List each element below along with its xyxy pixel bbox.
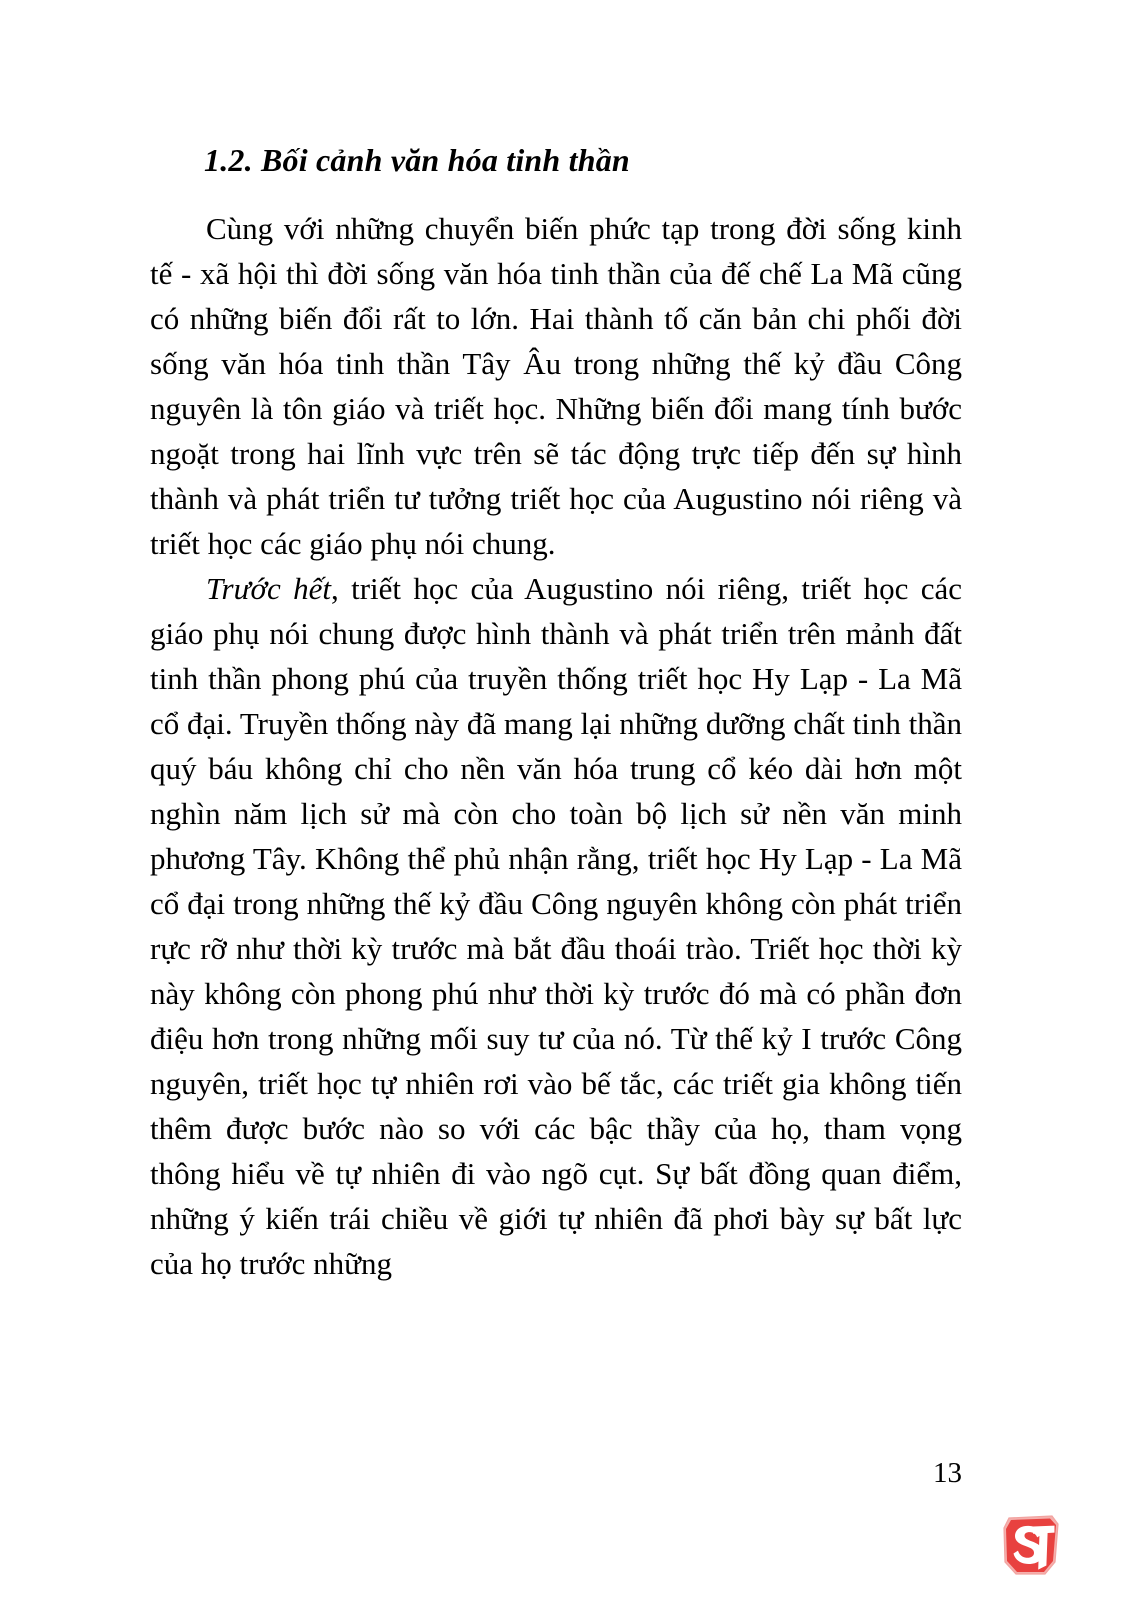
paragraph-2-lead-italic: Trước hết xyxy=(206,571,332,606)
page-number: 13 xyxy=(933,1457,962,1489)
body-paragraph-1 xyxy=(150,206,962,566)
st-publisher-logo xyxy=(1000,1512,1062,1578)
section-heading: 1.2. Bối cảnh văn hóa tinh thần xyxy=(204,142,630,178)
page-content xyxy=(150,140,962,1286)
paragraph-2-text: , triết học của Augustino nói riêng, triết học các giáo phụ nói chung được hình thành và phát triển trên mảnh đất tinh thần phong phú của truyền thống triết học Hy Lạp - La Mã cổ đại. Truyền thống này đã mang lại những dưỡng chất tinh thần quý báu không chỉ cho nền văn hóa trung cổ kéo dài hơn một nghìn năm lịch sử mà còn cho toàn bộ lịch sử nền văn minh phương Tây. Không thể phủ nhận rằng, triết học Hy Lạp - La Mã cổ đại trong những thế kỷ đầu Công nguyên không còn phát triển rực rỡ như thời kỳ trước mà bắt đầu thoái trào. Triết học thời kỳ này không còn phong phú như thời kỳ trước đó mà có phần đơn điệu hơn trong những mối suy tư của nó. Từ thế kỷ I trước Công nguyên, triết học tự nhiên rơi vào bế tắc, các triết gia không tiến thêm được bước nào so với các bậc thầy của họ, tham vọng thông hiểu về tự nhiên đi vào ngõ cụt. Sự bất đồng quan điểm, những ý kiến trái chiều về giới tự nhiên đã phơi bày sự bất lực của họ trước những xyxy=(150,571,962,1281)
body-paragraph-2 xyxy=(150,566,962,1286)
paragraph-1-text: Cùng với những chuyển biến phức tạp trong đời sống kinh tế - xã hội thì đời sống văn hóa tinh thần của đế chế La Mã cũng có những biến đổi rất to lớn. Hai thành tố căn bản chi phối đời sống văn hóa tinh thần Tây Âu trong những thế kỷ đầu Công nguyên là tôn giáo và triết học. Những biến đổi mang tính bước ngoặt trong hai lĩnh vực trên sẽ tác động trực tiếp đến sự hình thành và phát triển tư tưởng triết học của Augustino nói riêng và triết học các giáo phụ nói chung. xyxy=(150,211,962,561)
